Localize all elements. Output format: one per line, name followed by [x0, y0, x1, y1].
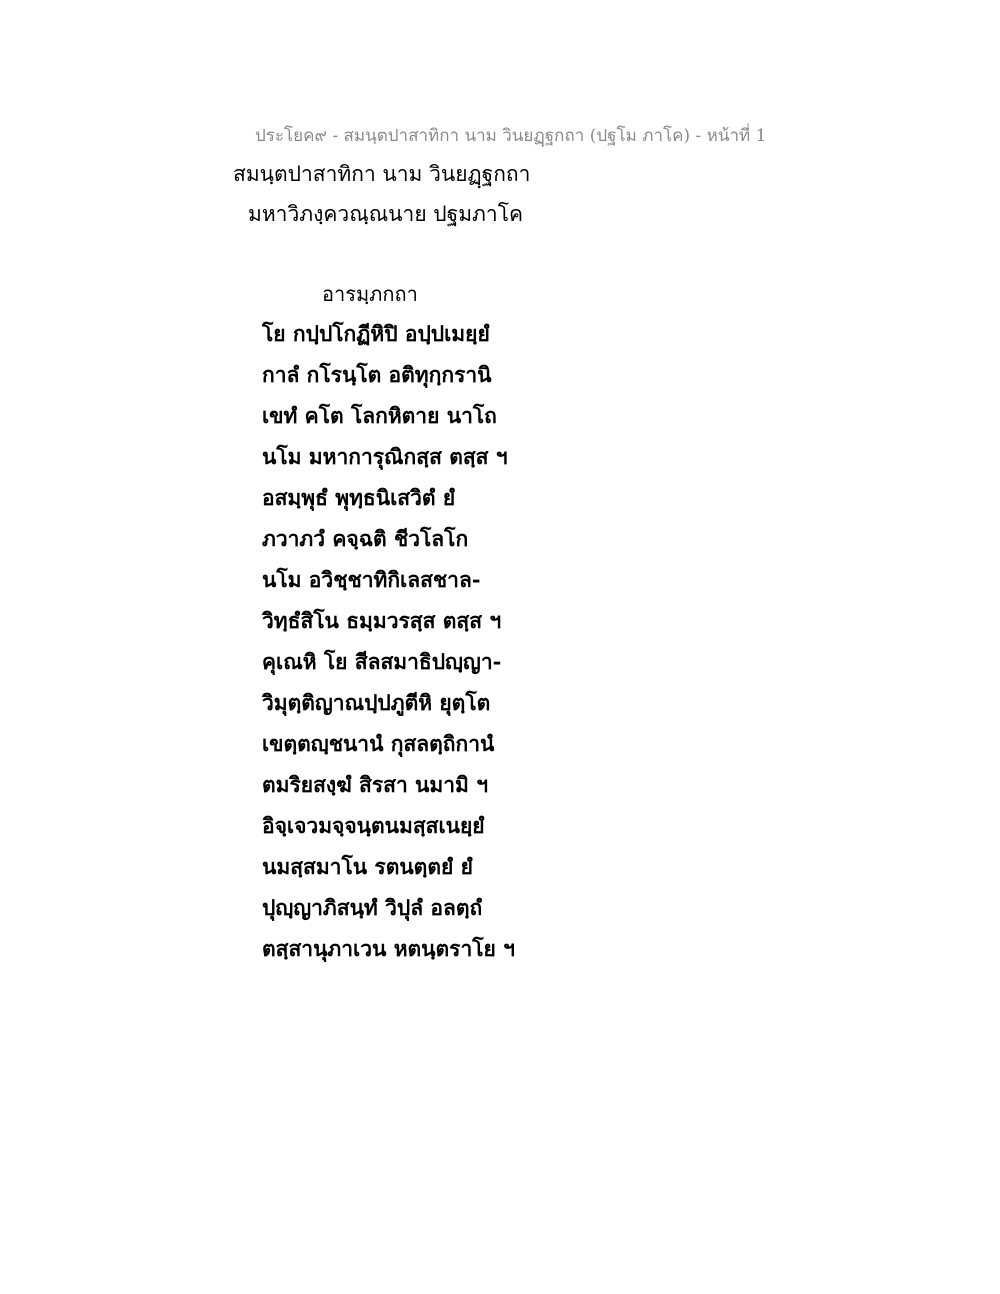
verse-line-14: นมสฺสมาโน รตนตฺตยํ ยํ — [262, 854, 473, 879]
verse-line-12: ตมริยสงฺฆํ สิรสา นมามิ ฯ — [262, 772, 488, 797]
section-heading: อารมฺภกถา — [322, 282, 418, 306]
verse-line-3: เขทํ คโต โลกหิตาย นาโถ — [262, 403, 497, 428]
verse-line-7: นโม อวิชฺชาทิกิเลสชาล- — [262, 567, 481, 592]
verse-line-2: กาลํ กโรนฺโต อติทุกฺกรานิ — [262, 362, 492, 387]
verse-line-11: เขตฺตญฺชนานํ กุสลตฺถิกานํ — [262, 731, 495, 756]
verse-line-1: โย กปฺปโกฏีหิปิ อปฺปเมยฺยํ — [262, 321, 490, 346]
verse-line-15: ปุญฺญาภิสนฺทํ วิปุลํ อลตฺถํ — [262, 895, 483, 920]
verse-line-9: คุเณหิ โย สีลสมาธิปญฺญา- — [262, 649, 502, 674]
book-subtitle: มหาวิภงฺควณฺณนาย ปฐมภาโค — [248, 202, 524, 226]
running-header: ประโยค๙ - สมนฺตปาสาทิกา นาม วินยฏฺฐกถา (ปฐโม ภาโค) - หน้าที่ 1 — [255, 126, 767, 146]
verse-line-5: อสมฺพุธํ พุทฺธนิเสวิตํ ยํ — [262, 485, 456, 510]
verse-line-16: ตสฺสานุภาเวน หตนฺตราโย ฯ — [262, 936, 515, 961]
verse-line-13: อิจฺเจวมจฺจนฺตนมสฺสเนยฺยํ — [262, 813, 485, 838]
verse-line-4: นโม มหาการุณิกสฺส ตสฺส ฯ — [262, 444, 508, 469]
verse-line-6: ภวาภวํ คจฺฉติ ชีวโลโก — [262, 526, 469, 551]
verse-line-8: วิทฺธํสิโน ธมฺมวรสฺส ตสฺส ฯ — [262, 608, 502, 633]
verse-line-10: วิมุตฺติญาณปฺปภูตีหิ ยุตฺโต — [262, 690, 491, 715]
verse-list — [262, 316, 515, 972]
book-title: สมนฺตปาสาทิกา นาม วินยฏฺฐกถา — [233, 162, 531, 186]
